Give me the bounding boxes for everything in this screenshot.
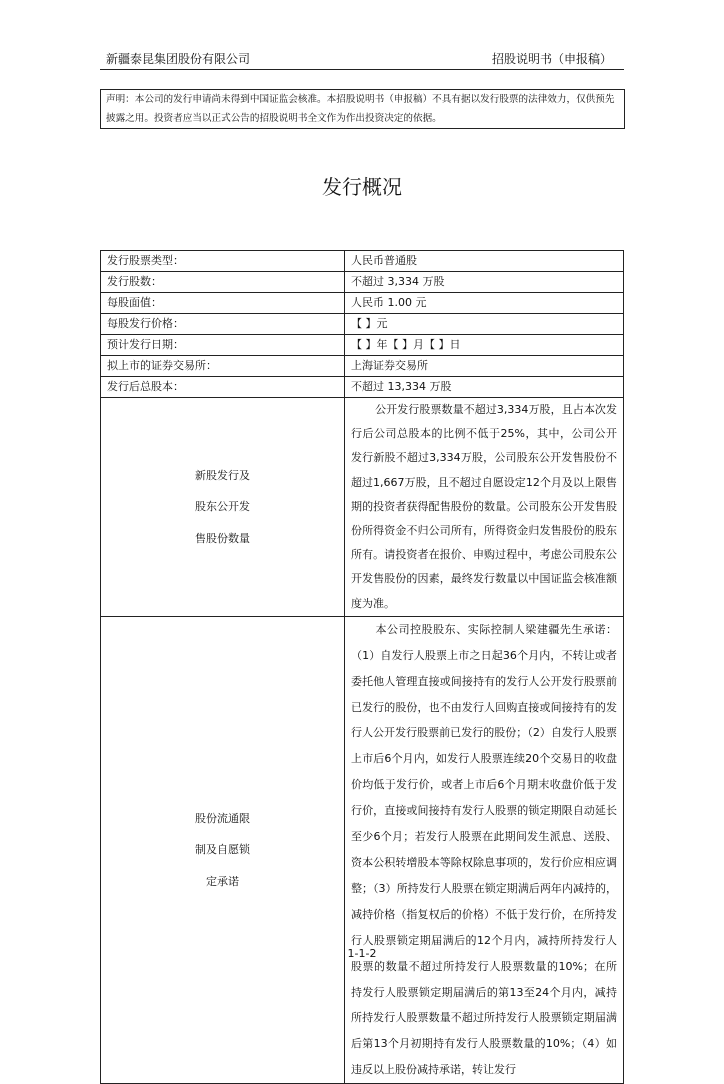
- lockup-paragraph: 本公司控股股东、实际控制人梁建疆先生承诺：（1）自发行人股票上市之日起36个月内，不转让或者委托他人管理直接或间接持有的发行人公开发行股票前已发行的股份，也不由发行人回购直接或间接持有的发行人公开发行股票前已发行的股份；（2）自发行人股票上市后6个月内，如发行人股票连续20个交易日的收盘价均低于发行价，或者上市后6个月期末收盘价低于发行价，直接或间接持有发行人股票的锁定期限自动延长至少6个月；若发行人股票在此期间发生派息、送股、资本公积转增股本等除权除息事项的，发行价应相应调整；（3）所持发行人股票在锁定期满后两年内减持的，减持价格（指复权后的价格）不低于发行价，在所持发行人股票锁定期届满后的12个月内，减持所持发行人股票的数量不超过所持发行人股票数量的10%；在所持发行人股票锁定期届满后的第13至24个月内，减持所持发行人股票数量不超过所持发行人股票锁定期届满后第13个月初期持有发行人股票数量的10%；（4）如违反以上股份减持承诺，转让发行: [351, 622, 617, 1077]
- row-label: 每股面值：: [101, 293, 345, 314]
- new-shares-label-text: 新股发行及股东公开发售股份数量: [195, 468, 250, 545]
- row-value: 人民币普通股: [345, 251, 624, 272]
- table-row: [101, 335, 624, 356]
- new-shares-row: [101, 398, 624, 617]
- row-label: 预计发行日期：: [101, 335, 345, 356]
- lockup-label: [101, 616, 345, 1083]
- row-label: 发行股数：: [101, 272, 345, 293]
- row-value: 【 】元: [345, 314, 624, 335]
- table-row: [101, 293, 624, 314]
- row-value: 不超过 13,334 万股: [345, 377, 624, 398]
- header-divider: [100, 69, 624, 70]
- new-shares-text: [345, 398, 624, 617]
- disclaimer-statement: 声明：本公司的发行申请尚未得到中国证监会核准。本招股说明书（申报稿）不具有据以发行股票的法律效力，仅供预先披露之用。投资者应当以正式公告的招股说明书全文作为作出投资决定的依据。: [100, 89, 625, 129]
- table-row: [101, 377, 624, 398]
- new-shares-label: [101, 398, 345, 617]
- row-label: 发行后总股本：: [101, 377, 345, 398]
- row-label: 每股发行价格：: [101, 314, 345, 335]
- lockup-text: [345, 616, 624, 1083]
- table-row: [101, 314, 624, 335]
- table-row: [101, 356, 624, 377]
- header-company: 新疆泰昆集团股份有限公司: [106, 52, 251, 66]
- row-label: 拟上市的证券交易所：: [101, 356, 345, 377]
- lockup-label-text: 股份流通限制及自愿锁定承诺: [195, 811, 250, 888]
- row-label: 发行股票类型：: [101, 251, 345, 272]
- row-value: 【 】年【 】月【 】日: [345, 335, 624, 356]
- page-number: 1-1-2: [347, 947, 377, 960]
- header-doc-title: 招股说明书（申报稿）: [491, 52, 612, 66]
- lockup-row: [101, 616, 624, 1083]
- table-row: [101, 272, 624, 293]
- row-value: 不超过 3,334 万股: [345, 272, 624, 293]
- page-title: 发行概况: [322, 175, 402, 199]
- new-shares-paragraph: 公开发行股票数量不超过3,334万股，且占本次发行后公司总股本的比例不低于25%，其中，公司公开发行新股不超过3,334万股，公司股东公开发售股份不超过1,667万股，且不超过自愿设定12个月及以上限售期的投资者获得配售股份的数量。公司股东公开发售股份所得资金不归公司所有，所得资金归发售股份的股东所有。请投资者在报价、申购过程中，考虑公司股东公开发售股份的因素，最终发行数量以中国证监会核准额度为准。: [351, 403, 617, 610]
- row-value: 上海证券交易所: [345, 356, 624, 377]
- table-row: [101, 251, 624, 272]
- row-value: 人民币 1.00 元: [345, 293, 624, 314]
